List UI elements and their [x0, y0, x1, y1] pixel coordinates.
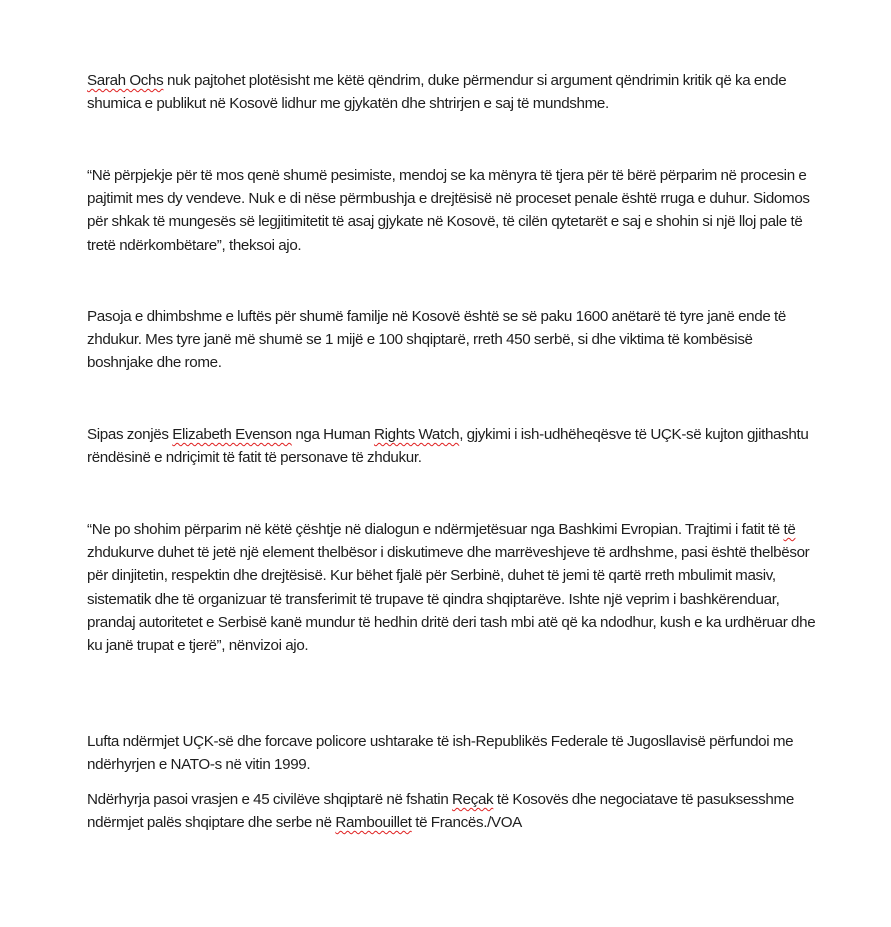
paragraph-6	[87, 730, 817, 776]
text-run: “Në përpjekje për të mos qenë shumë pesimiste, mendoj se ka mënyra të tjera për të bërë përparim në procesin e pajtimit mes dy vendeve. Nuk e di nëse përmbushja e drejtësisë në proceset penale është rruga e duhur. Sidomos për shkak të mungesës së legjitimitetit të asaj gjykate në Kosovë, të cilën qytetarët e saj e shohin si një lloj pale të tretë ndërkombëtare”, theksoi ajo.	[87, 167, 810, 254]
text-run: Sipas zonjës	[87, 426, 173, 443]
text-run: , gjykimi i ish-udhëheqësve të UÇK-së kujton gjithashtu rëndësinë e ndriçimit të fatit të personave të zhdukur.	[87, 426, 809, 467]
paragraph-5	[87, 518, 817, 657]
paragraph-7	[87, 788, 817, 834]
text-run: “Ne po shohim përparim në këtë çështje në dialogun e ndërmjetësuar nga Bashkimi Evropian. Trajtimi i fatit të	[87, 521, 784, 538]
misspelled-word[interactable]: të	[783, 521, 796, 538]
text-run: të Kosovës dhe negociatave të pasuksesshme ndërmjet palës shqiptare dhe serbe në	[87, 791, 794, 832]
text-run: Pasoja e dhimbshme e luftës për shumë familje në Kosovë është se së paku 1600 anëtarë të tyre janë ende të zhdukur. Mes tyre janë më shumë se 1 mijë e 100 shqiptarë, rreth 450 serbë, si dhe viktima të kombësisë boshnjake dhe rome.	[87, 308, 787, 372]
misspelled-word[interactable]: Sarah Ochs	[87, 72, 164, 89]
text-run: Lufta ndërmjet UÇK-së dhe forcave policore ushtarake të ish-Republikës Federale të Jugosllavisë përfundoi me ndërhyrjen e NATO-s në vitin 1999.	[87, 733, 794, 774]
text-run: të Francës./VOA	[411, 814, 522, 832]
misspelled-word[interactable]: Rights Watch	[373, 426, 460, 443]
misspelled-word[interactable]: Elizabeth Evenson	[172, 426, 292, 443]
text-run: zhdukurve duhet të jetë një element thelbësor i diskutimeve dhe marrëveshjeve të ardhshme, pasi është thelbësor për dinjitetin, respektin dhe drejtësisë. Kur bëhet fjalë për Serbinë, duhet të jemi të qartë rreth mbulimit masiv, sistematik dhe të organizuar të transferimit të trupave të qindra shqiptarëve. Ishte një veprim i bashkërenduar, prandaj autoritetet e Serbisë kanë mundur të hedhin dritë deri tash mbi atë që ka ndodhur, kush e ka urdhëruar dhe ku janë trupat e tjerë”, nënvizoi ajo.	[87, 544, 816, 655]
text-run: nga Human	[291, 426, 374, 443]
misspelled-word[interactable]: Rambouillet	[335, 814, 412, 832]
misspelled-word[interactable]: Reçak	[452, 791, 494, 808]
text-run: nuk pajtohet plotësisht me këtë qëndrim, duke përmendur si argument qëndrimin kritik që ka ende shumica e publikut në Kosovë lidhur me gjykatën dhe shtrirjen e saj të mundshme.	[87, 72, 787, 113]
paragraph-3	[87, 305, 817, 375]
paragraph-2	[87, 164, 817, 257]
paragraph-1	[87, 69, 817, 115]
paragraph-4	[87, 423, 817, 469]
text-run: Ndërhyrja pasoi vrasjen e 45 civilëve shqiptarë në fshatin	[87, 791, 452, 808]
